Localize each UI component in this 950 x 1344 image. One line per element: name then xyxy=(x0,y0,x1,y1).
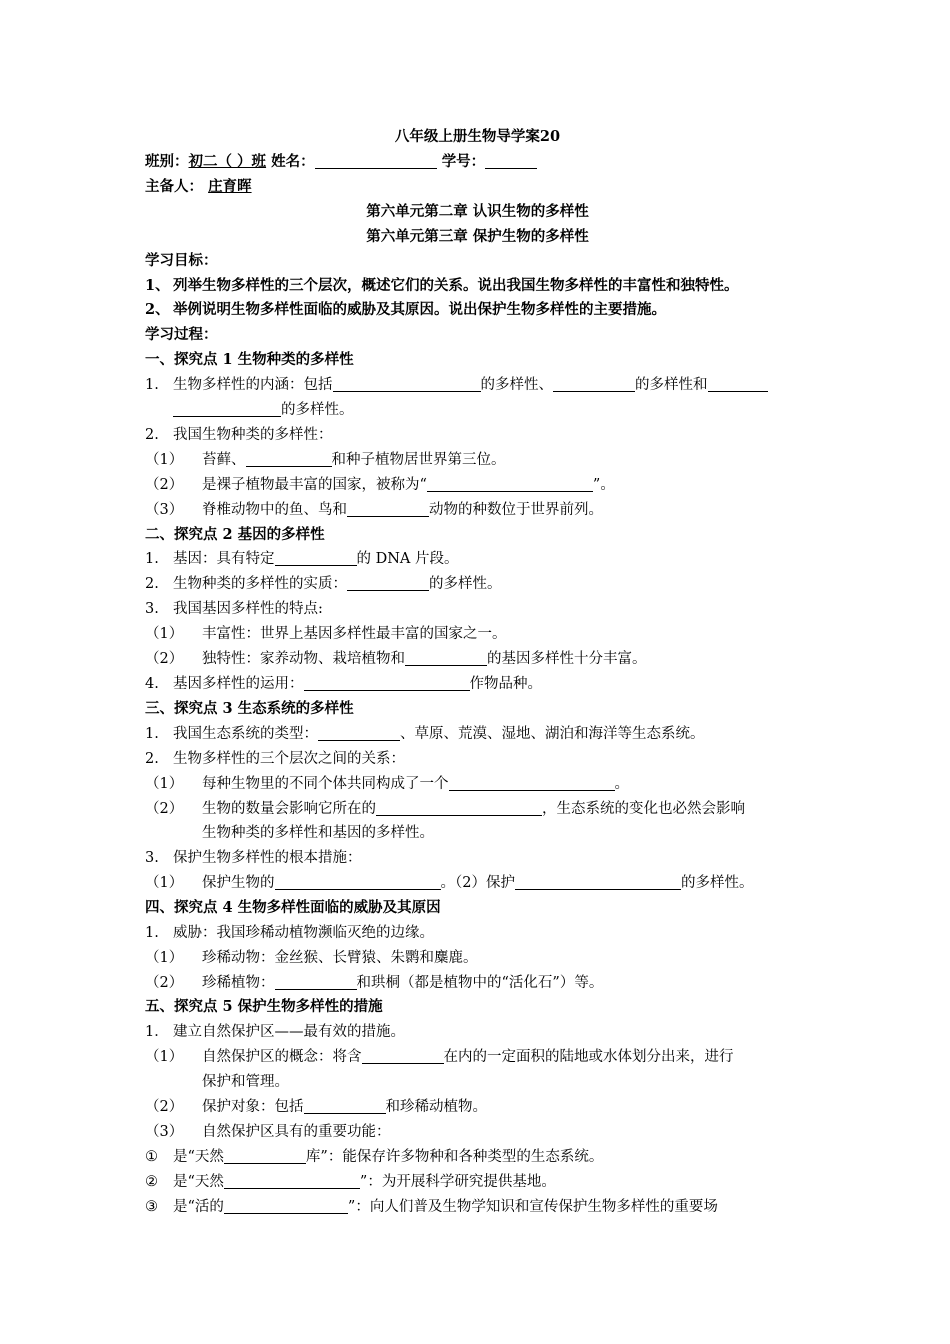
goal-item-2: 2、 举例说明生物多样性面临的威胁及其原因。说出保护生物多样性的主要措施。 xyxy=(145,301,666,318)
section-4-heading: 四、探究点 4 生物多样性面临的威胁及其原因 xyxy=(145,899,441,916)
goals-heading: 学习目标： xyxy=(145,252,218,269)
author-label: 主备人： xyxy=(145,178,203,195)
blank[interactable] xyxy=(427,475,593,492)
process-heading: 学习过程： xyxy=(145,326,218,343)
s1-item-3: （3） 脊椎动物中的鱼、鸟和 动物的种数位于世界前列。 xyxy=(145,502,603,518)
s3-item-1: （1） 每种生物里的不同个体共同构成了一个 。 xyxy=(145,776,629,792)
s1-line-2: 2. 我国生物种类的多样性： xyxy=(145,427,333,443)
blank[interactable] xyxy=(515,873,681,890)
name-blank[interactable] xyxy=(315,152,437,169)
author-line xyxy=(145,176,810,198)
blank[interactable] xyxy=(246,450,332,467)
s1-line-1: 1. 生物多样性的内涵：包括 的多样性、 的多样性和 xyxy=(145,374,810,396)
blank[interactable] xyxy=(708,375,768,392)
s3-item-2-cont: 生物种类的多样性和基因的多样性。 xyxy=(202,825,434,841)
page-title: 八年级上册生物导学案20 xyxy=(394,128,561,145)
blank[interactable] xyxy=(318,724,400,741)
s4-item-2: （2） 珍稀植物： 和珙桐（都是植物中的“活化石”）等。 xyxy=(145,975,604,991)
s3-item-2: （2） 生物的数量会影响它所在的 ，生态系统的变化也必然会影响 xyxy=(145,801,745,817)
author-value: 庄育晖 xyxy=(208,178,252,195)
s1-item-2: （2） 是裸子植物最丰富的国家，被称为“ ”。 xyxy=(145,477,615,493)
blank[interactable] xyxy=(347,500,429,517)
blank[interactable] xyxy=(275,873,441,890)
goal-item-1: 1、 列举生物多样性的三个层次，概述它们的关系。说出我国生物多样性的丰富性和独特性。 xyxy=(145,277,739,294)
blank[interactable] xyxy=(224,1197,348,1214)
s5-line-1: 1． 建立自然保护区——最有效的措施。 xyxy=(145,1024,405,1040)
blank[interactable] xyxy=(304,1097,386,1114)
s4-line-1: 1. 威胁：我国珍稀动植物濒临灭绝的边缘。 xyxy=(145,925,434,941)
blank[interactable] xyxy=(333,375,481,392)
s5-item-1-cont: 保护和管理。 xyxy=(202,1074,289,1090)
student-info-line xyxy=(145,151,810,173)
s2-item-1: （1） 丰富性：世界上基因多样性最丰富的国家之一。 xyxy=(145,626,507,642)
chapter-title-2: 第六单元第三章 保护生物的多样性 xyxy=(366,228,589,245)
blank[interactable] xyxy=(553,375,635,392)
blank[interactable] xyxy=(405,649,487,666)
s2-line-1: 1. 基因：具有特定 的 DNA 片段。 xyxy=(145,551,459,567)
blank[interactable] xyxy=(275,973,357,990)
s4-item-1: （1） 珍稀动物：金丝猴、长臂猿、朱鹮和麋鹿。 xyxy=(145,950,478,966)
name-label: 姓名： xyxy=(271,153,315,170)
blank[interactable] xyxy=(449,774,615,791)
s1-item-1: （1） 苔藓、 和种子植物居世界第三位。 xyxy=(145,452,506,468)
s2-item-2: （2） 独特性：家养动物、栽培植物和 的基因多样性十分丰富。 xyxy=(145,651,647,667)
blank[interactable] xyxy=(224,1172,360,1189)
section-1-heading: 一、探究点 1 生物种类的多样性 xyxy=(145,351,354,368)
class-value: 初二（ ）班 xyxy=(188,153,267,170)
s5-item-3: （3） 自然保护区具有的重要功能： xyxy=(145,1124,391,1140)
blank[interactable] xyxy=(347,574,429,591)
blank[interactable] xyxy=(304,674,470,691)
blank[interactable] xyxy=(376,799,542,816)
s1-line-1-cont: 的多样性。 xyxy=(173,399,810,421)
s3-line-2: 2. 生物多样性的三个层次之间的关系： xyxy=(145,751,405,767)
s5-func-3: ③ 是“活的 ”：向人们普及生物学知识和宣传保护生物多样性的重要场 xyxy=(145,1199,718,1215)
blank[interactable] xyxy=(275,549,357,566)
chapter-title-1: 第六单元第二章 认识生物的多样性 xyxy=(366,203,589,220)
id-label: 学号： xyxy=(441,153,486,170)
s5-item-1: （1） 自然保护区的概念：将含 在内的一定面积的陆地或水体划分出来，进行 xyxy=(145,1049,734,1065)
s3-line-1: 1. 我国生态系统的类型： 、草原、荒漠、湿地、湖泊和海洋等生态系统。 xyxy=(145,726,705,742)
s2-line-2: 2. 生物种类的多样性的实质： 的多样性。 xyxy=(145,576,502,592)
section-5-heading: 五、探究点 5 保护生物多样性的措施 xyxy=(145,998,383,1015)
s5-func-1: ① 是“天然 库”：能保存许多物种和各种类型的生态系统。 xyxy=(145,1149,604,1165)
blank[interactable] xyxy=(173,400,281,417)
s5-item-2: （2） 保护对象：包括 和珍稀动植物。 xyxy=(145,1099,487,1115)
s2-line-4: 4. 基因多样性的运用： 作物品种。 xyxy=(145,676,542,692)
id-blank[interactable] xyxy=(485,152,537,169)
blank[interactable] xyxy=(224,1147,306,1164)
s3-line-3: 3. 保护生物多样性的根本措施： xyxy=(145,850,362,866)
s5-func-2: ② 是“天然 ”：为开展科学研究提供基地。 xyxy=(145,1174,556,1190)
class-label: 班别： xyxy=(145,153,189,170)
section-2-heading: 二、探究点 2 基因的多样性 xyxy=(145,526,325,543)
s2-line-3: 3. 我国基因多样性的特点: xyxy=(145,601,323,617)
s3-item-3: （1） 保护生物的 。（2）保护 的多样性。 xyxy=(145,875,754,891)
section-3-heading: 三、探究点 3 生态系统的多样性 xyxy=(145,700,354,717)
blank[interactable] xyxy=(362,1047,444,1064)
